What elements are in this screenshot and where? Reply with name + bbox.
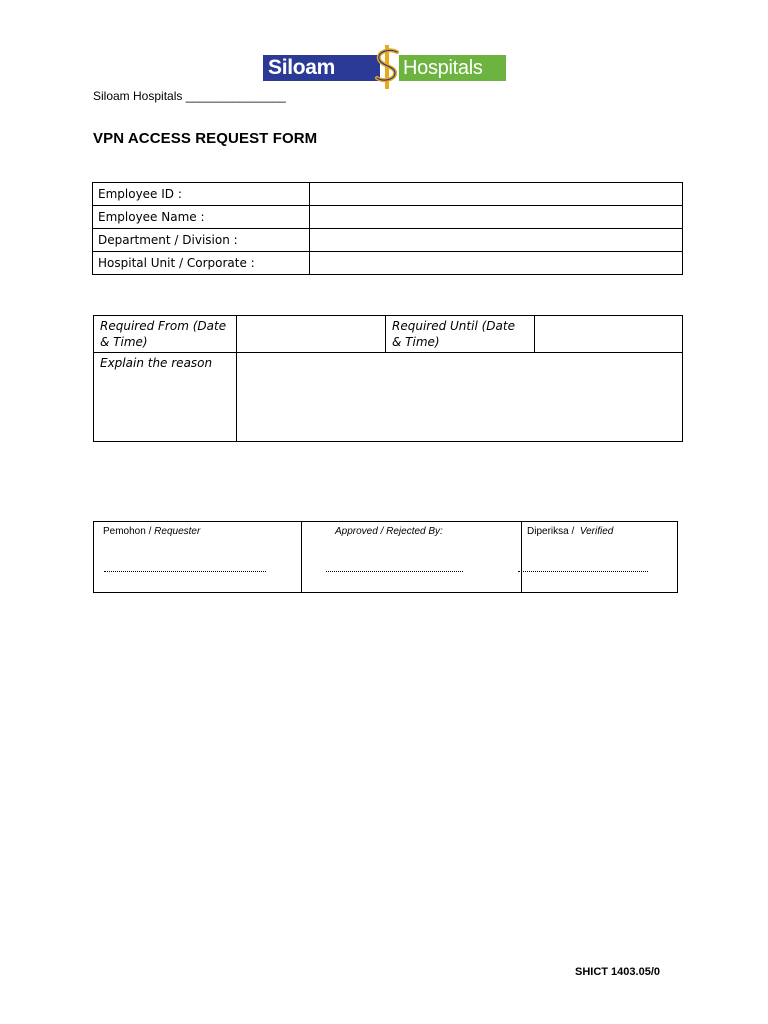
requester-signature-line bbox=[104, 571, 266, 572]
logo-siloam-text: Siloam bbox=[263, 55, 380, 81]
verifier-cell[interactable] bbox=[522, 522, 678, 593]
required-until-label: Required Until (Date & Time) bbox=[386, 316, 535, 353]
department-field[interactable] bbox=[310, 229, 683, 252]
employee-name-field[interactable] bbox=[310, 206, 683, 229]
table-row bbox=[93, 206, 683, 229]
form-title: VPN ACCESS REQUEST FORM bbox=[93, 130, 318, 147]
requester-label: Pemohon / Requester bbox=[103, 526, 201, 537]
table-row bbox=[94, 353, 683, 442]
approver-signature-line bbox=[326, 571, 463, 572]
caduceus-icon bbox=[369, 44, 405, 90]
verified-label: Diperiksa / Verified bbox=[527, 526, 614, 537]
reason-field[interactable] bbox=[237, 353, 683, 442]
required-until-field[interactable] bbox=[535, 316, 683, 353]
employee-name-label: Employee Name : bbox=[93, 206, 310, 229]
table-row bbox=[93, 183, 683, 206]
employee-id-field[interactable] bbox=[310, 183, 683, 206]
reason-label: Explain the reason bbox=[94, 353, 237, 442]
employee-info-table bbox=[92, 182, 683, 275]
table-row bbox=[94, 316, 683, 353]
hospital-unit-field[interactable] bbox=[310, 252, 683, 275]
siloam-hospitals-logo bbox=[263, 44, 506, 90]
table-row bbox=[93, 252, 683, 275]
request-period-table bbox=[93, 315, 683, 442]
approver-cell[interactable] bbox=[302, 522, 522, 593]
hospital-name-line: Siloam Hospitals _______________ bbox=[93, 89, 286, 103]
verifier-signature-line bbox=[518, 571, 648, 572]
logo-hospitals-text: Hospitals bbox=[399, 55, 506, 81]
table-row bbox=[93, 229, 683, 252]
required-from-label: Required From (Date & Time) bbox=[94, 316, 237, 353]
department-label: Department / Division : bbox=[93, 229, 310, 252]
employee-id-label: Employee ID : bbox=[93, 183, 310, 206]
table-row bbox=[94, 522, 678, 593]
document-code: SHICT 1403.05/0 bbox=[575, 966, 660, 978]
requester-cell[interactable] bbox=[94, 522, 302, 593]
signature-table bbox=[93, 521, 678, 593]
approved-label: Approved / Rejected By: bbox=[335, 526, 443, 537]
hospital-unit-label: Hospital Unit / Corporate : bbox=[93, 252, 310, 275]
required-from-field[interactable] bbox=[237, 316, 386, 353]
